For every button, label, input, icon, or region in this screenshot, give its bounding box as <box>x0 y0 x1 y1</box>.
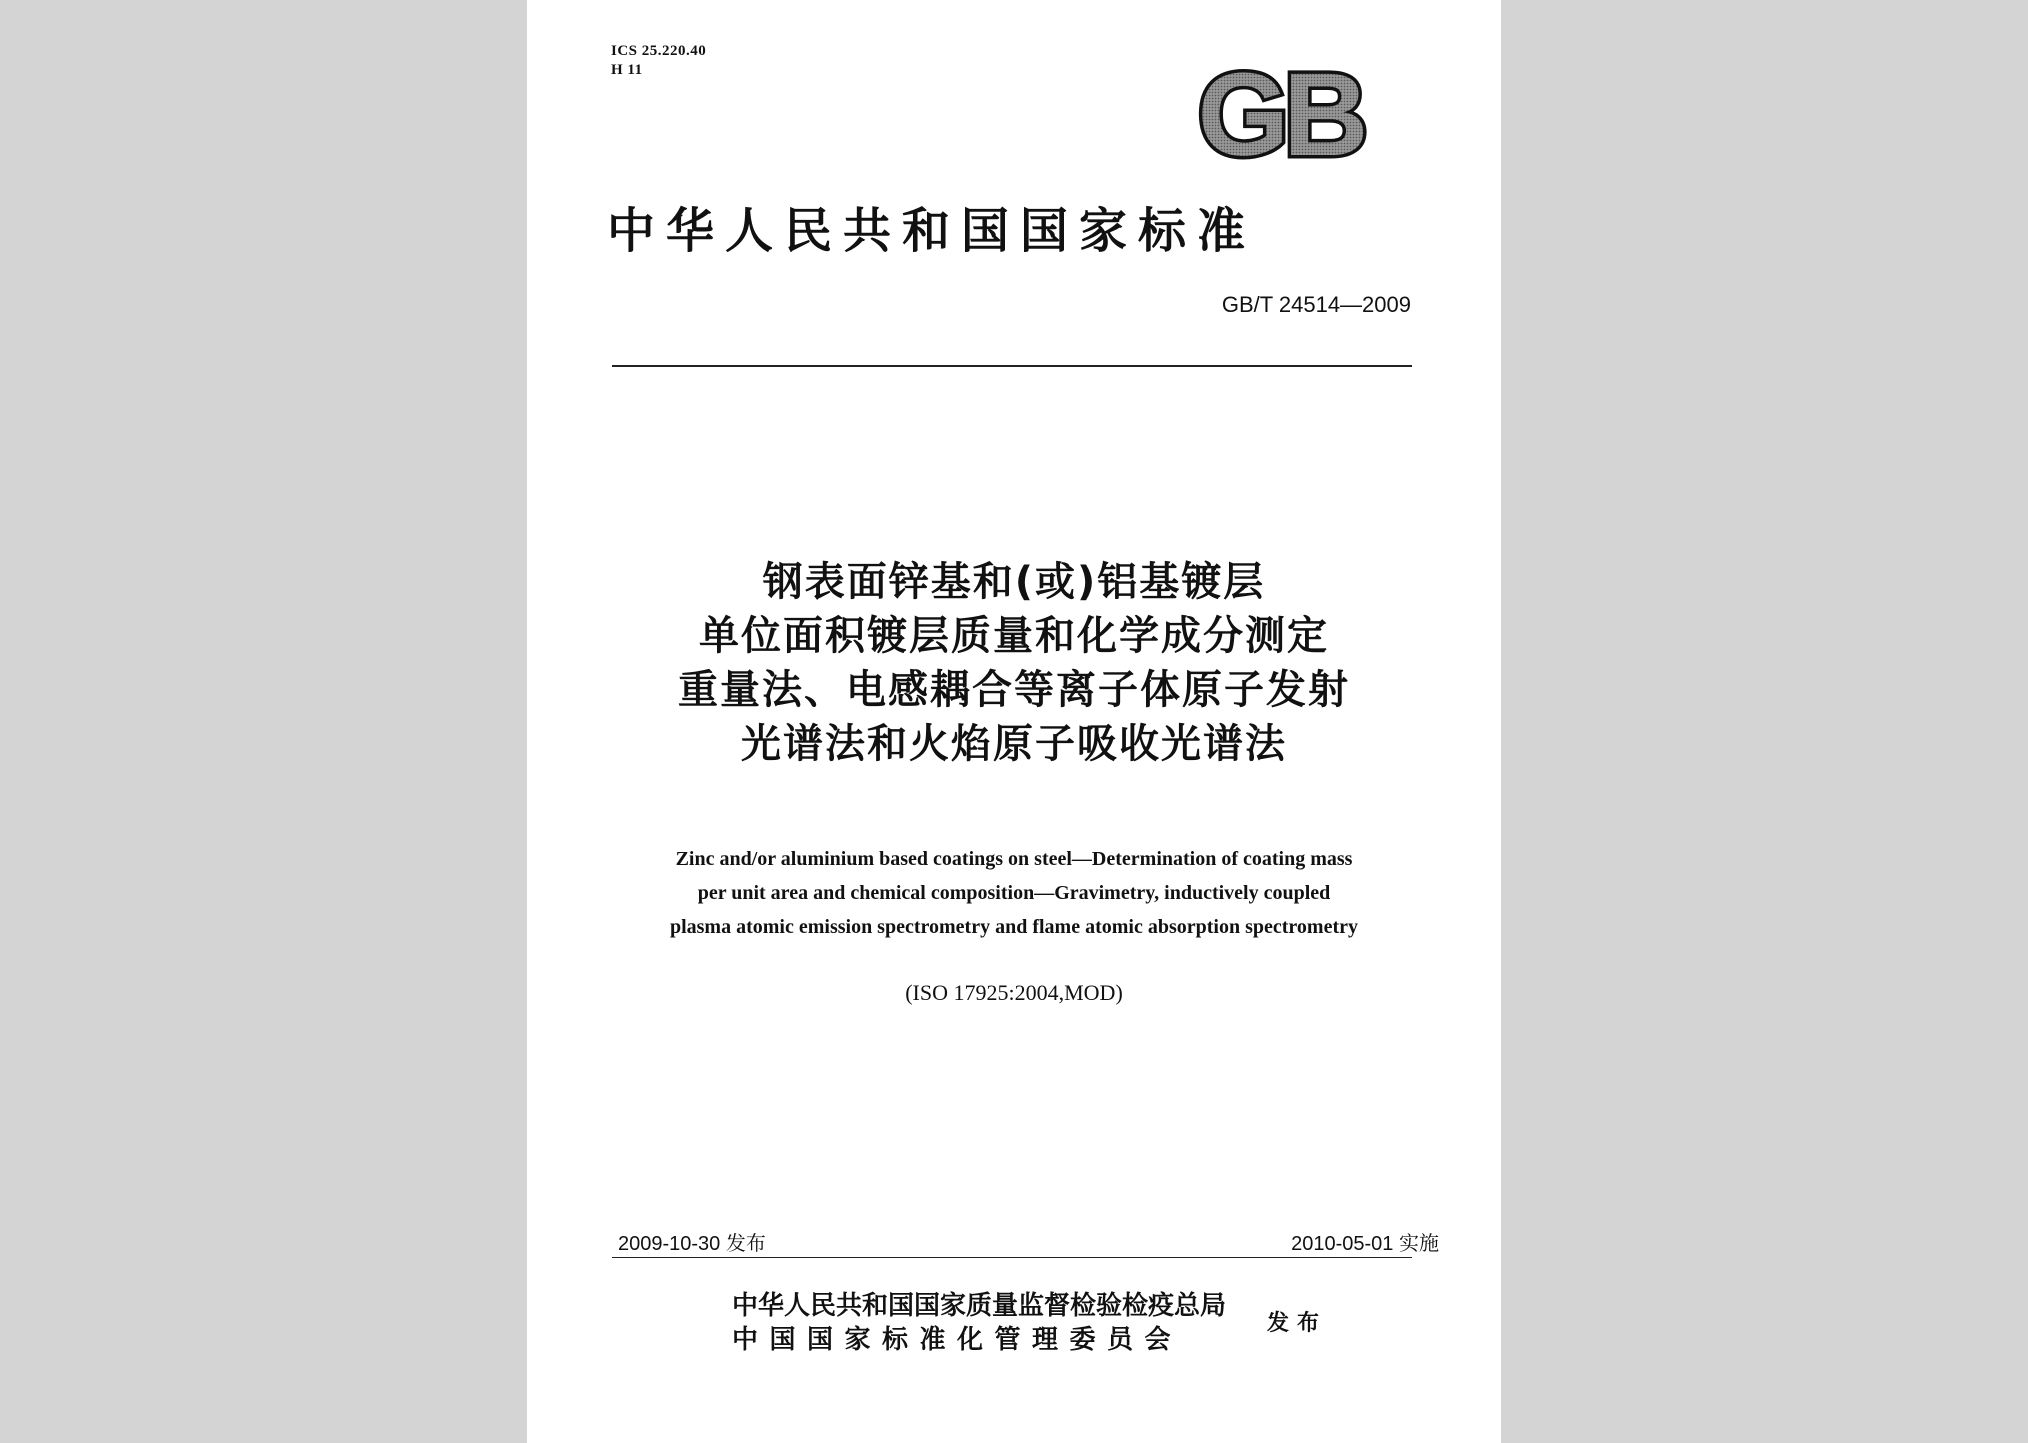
ics-code: ICS 25.220.40 <box>611 43 707 59</box>
english-title <box>527 842 1501 944</box>
footer-divider <box>612 1257 1412 1258</box>
english-title-line: Zinc and/or aluminium based coatings on steel—Determination of coating mass <box>675 848 1353 870</box>
chinese-title-line: 重量法、电感耦合等离子体原子发射 <box>678 667 1350 713</box>
gb-logo-text: GB <box>1197 55 1363 167</box>
iso-reference: (ISO 17925:2004,MOD) <box>905 980 1123 1005</box>
english-title-line: plasma atomic emission spectrometry and flame atomic absorption spectrometry <box>669 916 1359 938</box>
classification-codes <box>611 42 706 80</box>
publisher-name: 中华人民共和国国家质量监督检验检疫总局 <box>732 1291 1227 1321</box>
publishers <box>732 1289 1226 1357</box>
publish-label: 发布 <box>1267 1310 1328 1336</box>
gb-logo <box>1175 55 1385 167</box>
header-divider <box>612 365 1412 367</box>
chinese-title-line: 光谱法和火焰原子吸收光谱法 <box>741 721 1287 767</box>
national-standard-title: 中华人民共和国国家标准 <box>607 203 1257 259</box>
issue-date: 2009-10-30 发布 <box>618 1233 766 1255</box>
standard-cover-page <box>527 0 1501 1443</box>
chinese-title <box>527 555 1501 771</box>
english-title-line: per unit area and chemical composition—Gravimetry, inductively coupled <box>697 882 1331 904</box>
publisher-name: 中国国家标准化管理委员会 <box>732 1325 1183 1355</box>
chinese-title-line: 单位面积镀层质量和化学成分测定 <box>699 613 1329 659</box>
standard-number: GB/T 24514—2009 <box>1221 292 1411 317</box>
implementation-date: 2010-05-01 实施 <box>1291 1233 1439 1255</box>
ccs-code: H 11 <box>611 62 643 78</box>
chinese-title-line: 钢表面锌基和(或)铝基镀层 <box>762 559 1266 605</box>
